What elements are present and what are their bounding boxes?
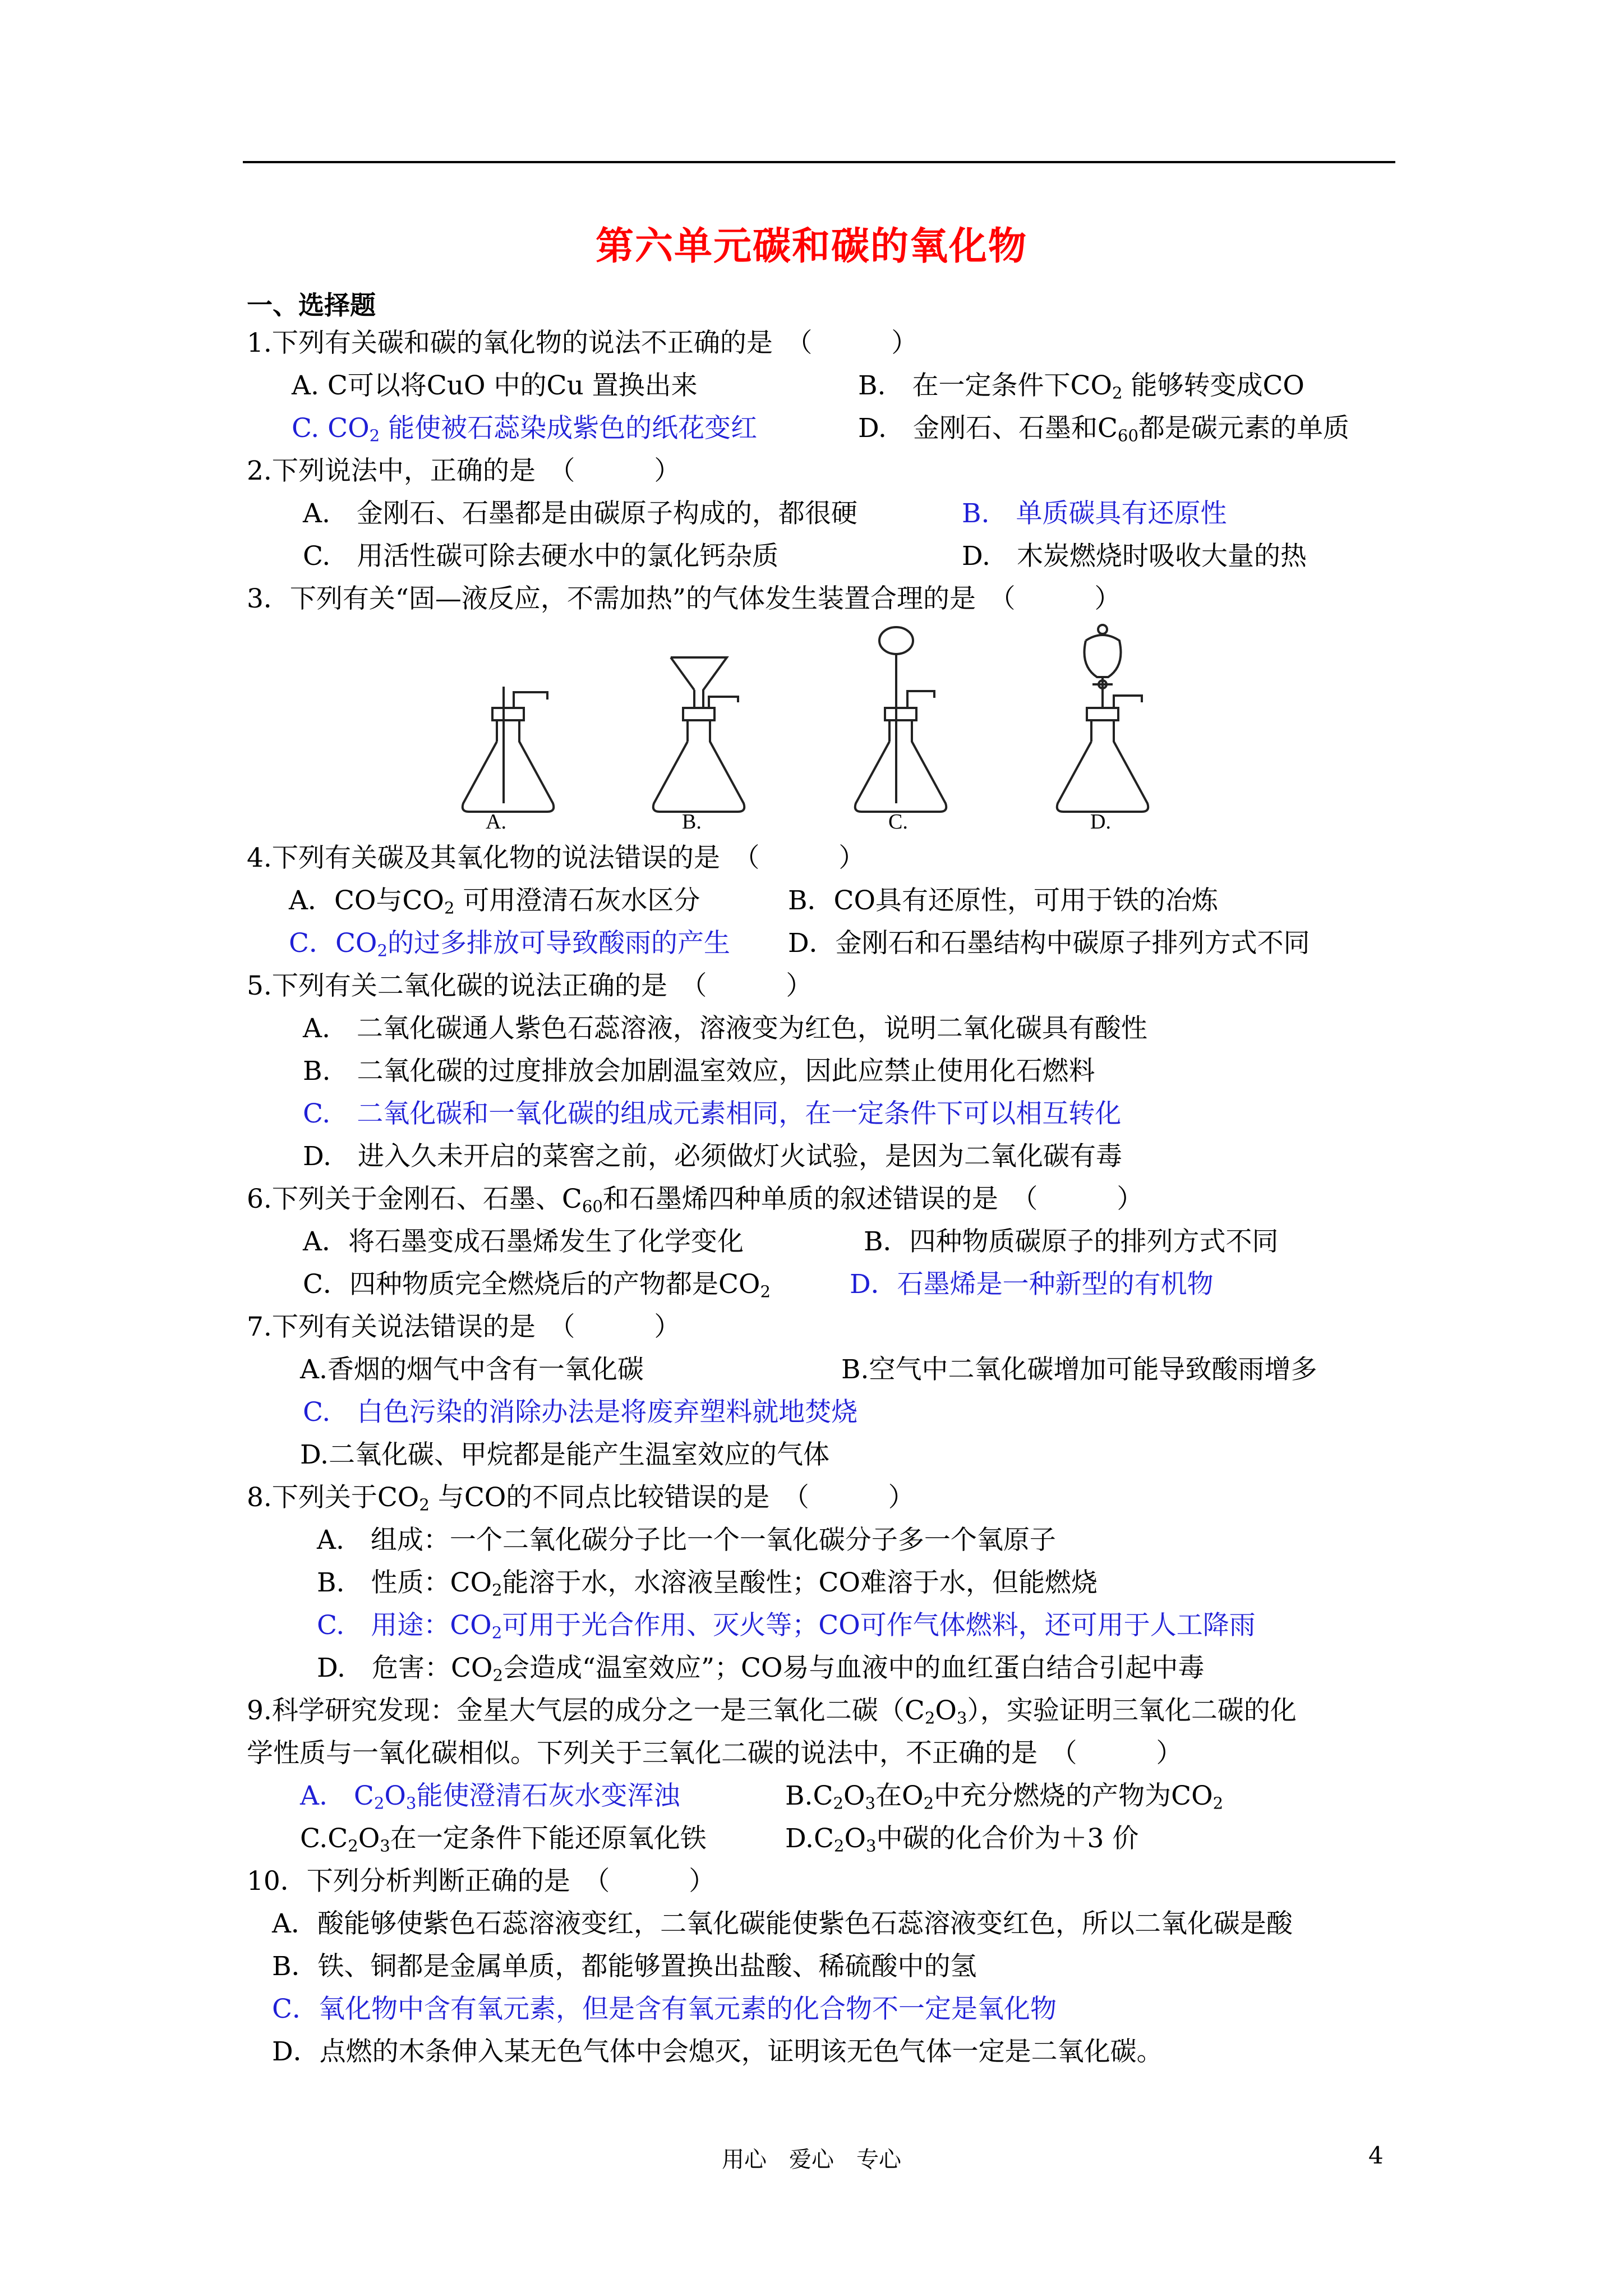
label-c: C. bbox=[888, 810, 908, 831]
q10-stem: 10．下列分析判断正确的是 （ ） bbox=[247, 1866, 716, 1897]
q6-option-d-answer: D．石墨烯是一种新型的有机物 bbox=[850, 1269, 1214, 1300]
q5-option-d: D. 进入久未开启的菜窖之前，必须做灯火试验，是因为二氧化碳有毒 bbox=[303, 1141, 1122, 1172]
q7-stem: 7.下列有关说法错误的是 （ ） bbox=[247, 1312, 681, 1342]
apparatus-d-flask bbox=[1057, 625, 1149, 812]
q5-option-b: B. 二氧化碳的过度排放会加剧温室效应，因此应禁止使用化石燃料 bbox=[303, 1056, 1095, 1087]
q4-option-d: D．金刚石和石墨结构中碳原子排列方式不同 bbox=[788, 928, 1310, 959]
q4-option-c-answer: C．$CO_2$的过多排放可导致酸雨的产生 bbox=[289, 928, 730, 960]
q9-option-b: $B.C_2O_3$在$O_2$中充分燃烧的产物为$CO_2$ bbox=[785, 1780, 1224, 1813]
q5-stem: 5.下列有关二氧化碳的说法正确的是 （ ） bbox=[247, 970, 813, 1001]
q10-option-c-answer: C．氧化物中含有氧元素，但是含有氧元素的化合物不一定是氧化物 bbox=[272, 1994, 1057, 2024]
q7-option-d: D.二氧化碳、甲烷都是能产生温室效应的气体 bbox=[300, 1439, 829, 1470]
label-b: B. bbox=[682, 810, 702, 831]
q10-option-a: A．酸能够使紫色石蕊溶液变红，二氧化碳能使紫色石蕊溶液变红色，所以二氧化碳是酸 bbox=[272, 1908, 1293, 1939]
q6-option-a: A．将石墨变成石墨烯发生了化学变化 bbox=[303, 1226, 744, 1257]
q7-option-a: A.香烟的烟气中含有一氧化碳 bbox=[300, 1354, 644, 1385]
q2-option-c: C. 用活性碳可除去硬水中的氯化钙杂质 bbox=[303, 541, 779, 572]
q5-option-c-answer: C. 二氧化碳和一氧化碳的组成元素相同，在一定条件下可以相互转化 bbox=[303, 1098, 1122, 1129]
q7-option-b: B.空气中二氧化碳增加可能导致酸雨增多 bbox=[841, 1354, 1317, 1385]
q2-option-b-answer: B. 单质碳具有还原性 bbox=[962, 498, 1227, 529]
q10-option-b: B．铁、铜都是金属单质，都能够置换出盐酸、稀硫酸中的氢 bbox=[272, 1951, 977, 1982]
q8-option-c-answer: C. 用途：$CO_2$可用于光合作用、灭火等；CO可作气体燃料，还可用于人工降雨 bbox=[317, 1610, 1256, 1642]
q9-option-c: $C.C_2O_3$在一定条件下能还原氧化铁 bbox=[300, 1823, 707, 1856]
q9-stem-line2: 学性质与一氧化碳相似。下列关于三氧化二碳的说法中，不正确的是 （ ） bbox=[247, 1738, 1183, 1769]
page-title: 第六单元碳和碳的氧化物 bbox=[595, 224, 1027, 269]
q3-stem: 3．下列有关“固—液反应，不需加热”的气体发生装置合理的是 （ ） bbox=[247, 583, 1121, 614]
q2-stem: 2.下列说法中，正确的是 （ ） bbox=[247, 455, 681, 486]
q6-option-c: C．四种物质完全燃烧后的产物都是$CO_2$ bbox=[303, 1269, 771, 1301]
section-heading: 一、选择题 bbox=[247, 290, 376, 320]
q4-stem: 4.下列有关碳及其氧化物的说法错误的是 （ ） bbox=[247, 843, 865, 873]
q9-stem-line1: 9.科学研究发现：金星大气层的成分之一是三氧化二碳$(C_2O_3)$，实验证明三氧化二碳的化 bbox=[247, 1695, 1297, 1728]
apparatus-a-flask bbox=[463, 687, 554, 812]
q7-option-c-answer: C. 白色污染的消除办法是将废弃塑料就地焚烧 bbox=[303, 1397, 858, 1428]
page-number: 4 bbox=[1368, 2142, 1384, 2169]
label-a: A. bbox=[486, 810, 506, 831]
q1-stem: 1.下列有关碳和碳的氧化物的说法不正确的是 （ ） bbox=[247, 328, 918, 358]
q6-stem: 6.下列关于金刚石、石墨、$C_{60}$和石墨烯四种单质的叙述错误的是 （ ） bbox=[247, 1184, 1144, 1216]
footer-motto: 用心 爱心 专心 bbox=[722, 2147, 901, 2173]
q8-option-b: B. 性质：$CO_2$能溶于水，水溶液呈酸性；CO难溶于水，但能燃烧 bbox=[317, 1567, 1098, 1600]
q9-option-d: $D.C_2O_3$中碳的化合价为＋3 价 bbox=[785, 1823, 1139, 1856]
label-d: D. bbox=[1090, 810, 1111, 831]
q6-option-b: B．四种物质碳原子的排列方式不同 bbox=[864, 1226, 1279, 1257]
q8-option-d: D. 危害：$CO_2$会造成“温室效应”；CO易与血液中的血红蛋白结合引起中毒 bbox=[317, 1653, 1205, 1685]
q8-stem: 8.下列关于$CO_2$ 与CO的不同点比较错误的是 （ ） bbox=[247, 1482, 915, 1515]
q1-option-c-answer: C. $CO_2$ 能使被石蕊染成紫色的纸花变红 bbox=[292, 413, 758, 445]
q1-option-a: A. C可以将CuO 中的Cu 置换出来 bbox=[292, 370, 698, 401]
q4-option-b: B．CO具有还原性，可用于铁的冶炼 bbox=[788, 885, 1219, 916]
q1-option-b: B. 在一定条件下$CO_2$ 能够转变成CO bbox=[858, 370, 1304, 403]
q2-option-d: D. 木炭燃烧时吸收大量的热 bbox=[962, 541, 1307, 572]
q8-option-a: A. 组成：一个二氧化碳分子比一个一氧化碳分子多一个氧原子 bbox=[317, 1525, 1056, 1556]
top-rule bbox=[243, 161, 1395, 163]
q2-option-a: A. 金刚石、石墨都是由碳原子构成的，都很硬 bbox=[303, 498, 857, 529]
q9-option-a-answer: A. $C_2O_3$能使澄清石灰水变浑浊 bbox=[300, 1780, 680, 1813]
apparatus-figure bbox=[435, 624, 1187, 831]
q10-option-d: D．点燃的木条伸入某无色气体中会熄灭，证明该无色气体一定是二氧化碳。 bbox=[272, 2036, 1163, 2067]
q5-option-a: A. 二氧化碳通人紫色石蕊溶液，溶液变为红色，说明二氧化碳具有酸性 bbox=[303, 1013, 1147, 1044]
q1-option-d: D. 金刚石、石墨和$C_{60}$都是碳元素的单质 bbox=[858, 413, 1349, 445]
q4-option-a: A．CO与$CO_2$ 可用澄清石灰水区分 bbox=[289, 885, 700, 918]
apparatus-c-flask bbox=[855, 627, 947, 812]
apparatus-b-flask bbox=[653, 657, 745, 812]
